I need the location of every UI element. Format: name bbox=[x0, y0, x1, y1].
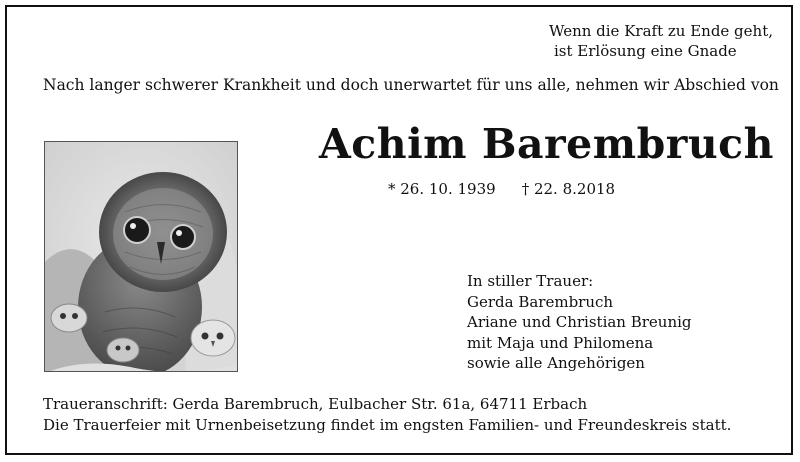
intro-text: Nach langer schwerer Krankheit und doch unerwartet für uns alle, nehmen wir Abschied von bbox=[43, 76, 779, 94]
life-dates bbox=[388, 180, 615, 198]
obituary-frame bbox=[5, 5, 793, 455]
footer-info bbox=[43, 394, 731, 436]
mourning-address: Traueranschrift: Gerda Barembruch, Eulbacher Str. 61a, 64711 Erbach bbox=[43, 395, 588, 413]
mourners-block bbox=[467, 271, 692, 374]
mourner-name: mit Maja und Philomena bbox=[467, 333, 654, 352]
owl-illustration bbox=[45, 142, 238, 372]
ceremony-note: Die Trauerfeier mit Urnenbeisetzung findet im engsten Familien- und Freundeskreis statt. bbox=[43, 416, 732, 434]
deceased-name: Achim Barembruch bbox=[319, 120, 774, 168]
mourners-heading: In stiller Trauer: bbox=[467, 272, 594, 290]
quote-line-1: Wenn die Kraft zu Ende geht, bbox=[549, 22, 773, 40]
mourner-name: Gerda Barembruch bbox=[467, 292, 614, 311]
quote-line-2: ist Erlösung eine Gnade bbox=[554, 42, 737, 60]
mourner-name: Ariane und Christian Breunig bbox=[467, 313, 692, 331]
owl-photo bbox=[44, 141, 238, 372]
death-date: † 22. 8.2018 bbox=[521, 180, 616, 198]
mourner-name: sowie alle Angehörigen bbox=[467, 354, 645, 372]
birth-date: * 26. 10. 1939 bbox=[388, 180, 496, 198]
epigraph-quote bbox=[549, 21, 773, 61]
